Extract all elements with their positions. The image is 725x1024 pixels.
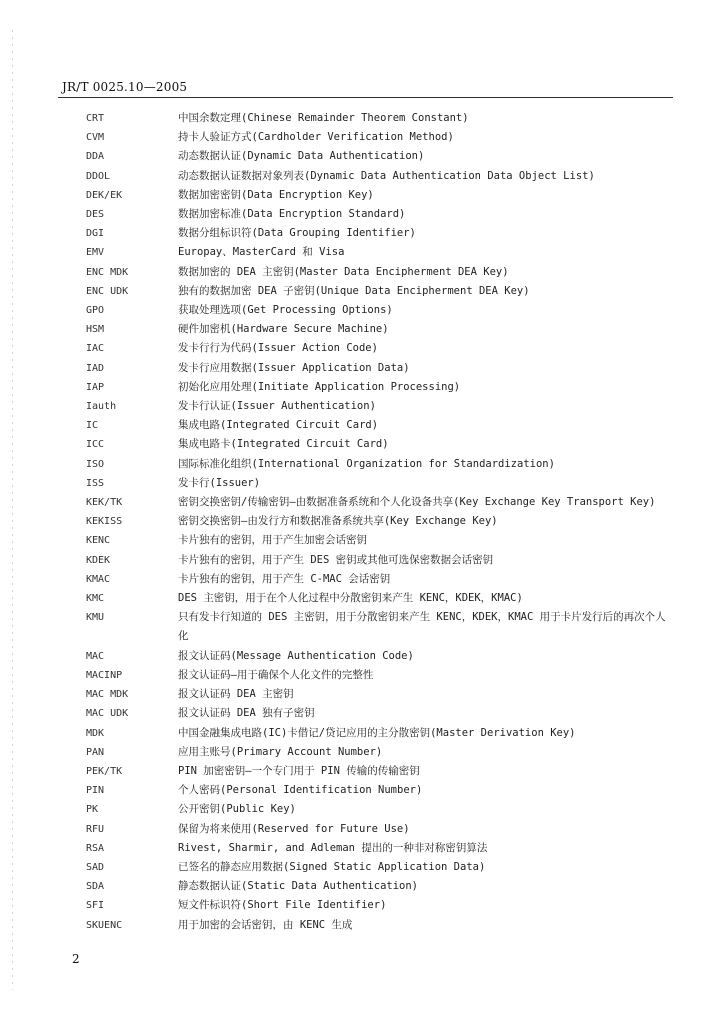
- abbreviation-row: [86, 743, 666, 762]
- abbreviation-definition: 静态数据认证(Static Data Authentication): [178, 880, 419, 893]
- abbreviation-term: HSM: [86, 324, 105, 336]
- abbreviation-row: [86, 167, 666, 186]
- abbreviation-row: [86, 724, 666, 743]
- abbreviation-term: KMC: [86, 593, 105, 605]
- abbreviation-row: [86, 762, 666, 781]
- header-rule: [58, 97, 673, 98]
- abbreviation-definition: 集成电路卡(Integrated Circuit Card): [178, 438, 389, 451]
- abbreviation-row: [86, 128, 666, 147]
- abbreviation-term: MAC: [86, 650, 105, 662]
- abbreviation-term: KMAC: [86, 573, 111, 585]
- abbreviation-row: [86, 839, 666, 858]
- abbreviation-term: SDA: [86, 881, 105, 893]
- abbreviation-row: [86, 647, 666, 666]
- abbreviation-term: MACINP: [86, 669, 123, 681]
- abbreviation-definition: 数据加密密钥(Data Encryption Key): [178, 188, 374, 201]
- abbreviation-row: [86, 301, 666, 320]
- abbreviation-term: MAC UDK: [86, 708, 129, 720]
- abbreviation-term: SAD: [86, 861, 105, 873]
- abbreviation-row: [86, 109, 666, 128]
- abbreviation-row: [86, 820, 666, 839]
- abbreviation-row: [86, 666, 666, 685]
- abbreviation-row: [86, 551, 666, 570]
- abbreviation-term: RSA: [86, 842, 105, 854]
- abbreviation-definition: 中国余数定理(Chinese Remainder Theorem Constant): [178, 112, 469, 124]
- abbreviation-term: KEK/TK: [86, 497, 123, 509]
- abbreviation-definition: 发卡行认证(Issuer Authentication): [178, 400, 376, 413]
- abbreviation-definition: 短文件标识符(Short File Identifier): [178, 899, 387, 912]
- abbreviation-row: [86, 877, 666, 896]
- abbreviation-definition: 数据加密标准(Data Encryption Standard): [178, 208, 406, 221]
- abbreviation-definition: DES 主密钥，用于在个人化过程中分散密钥来产生 KENC，KDEK，KMAC): [178, 592, 523, 605]
- abbreviation-row: [86, 320, 666, 339]
- abbreviation-row: [86, 896, 666, 915]
- abbreviation-definition: 集成电路(Integrated Circuit Card): [178, 419, 379, 432]
- abbreviation-definition: 卡片独有的密钥，用于产生加密会话密钥: [178, 534, 367, 547]
- scan-edge-artifact: [12, 30, 13, 990]
- abbreviation-term: SKUENC: [86, 919, 123, 931]
- abbreviation-definition: PIN 加密密钥—一个专门用于 PIN 传输的传输密钥: [178, 764, 420, 777]
- standard-code-header: JR/T 0025.10—2005: [62, 80, 188, 94]
- abbreviation-term: CRT: [86, 113, 105, 124]
- page-number: 2: [72, 952, 80, 966]
- abbreviation-term: PAN: [86, 746, 105, 758]
- abbreviation-definition: 报文认证码 DEA 主密钥: [178, 688, 294, 701]
- abbreviation-definition: 发卡行行为代码(Issuer Action Code): [178, 342, 378, 355]
- abbreviation-definition: 密钥交换密钥—由发行方和数据准备系统共享(Key Exchange Key): [178, 515, 498, 528]
- abbreviation-row: [86, 455, 666, 474]
- abbreviation-row: [86, 282, 666, 301]
- abbreviation-term: ISS: [86, 477, 105, 489]
- abbreviation-term: Iauth: [86, 401, 117, 413]
- abbreviation-row: [86, 570, 666, 589]
- abbreviation-definition: 报文认证码—用于确保个人化文件的完整性: [178, 668, 374, 681]
- abbreviation-term: KMU: [86, 612, 105, 624]
- abbreviation-term: ICC: [86, 439, 105, 451]
- abbreviation-term: KEKISS: [86, 516, 123, 528]
- abbreviation-row: [86, 416, 666, 435]
- abbreviation-term: PEK/TK: [86, 765, 123, 777]
- abbreviation-row: [86, 916, 666, 935]
- abbreviation-definition: Rivest, Sharmir, and Adleman 提出的一种非对称密钥算法: [178, 841, 488, 854]
- abbreviation-definition: 应用主账号(Primary Account Number): [178, 745, 383, 758]
- abbreviation-row: [86, 531, 666, 550]
- abbreviation-definition: 硬件加密机(Hardware Secure Machine): [178, 323, 389, 336]
- abbreviation-row: [86, 397, 666, 416]
- abbreviation-definition: 获取处理选项(Get Processing Options): [178, 304, 393, 317]
- abbreviation-definition: 初始化应用处理(Initiate Application Processing): [178, 380, 461, 393]
- abbreviation-term: DGI: [86, 228, 105, 240]
- abbreviation-term: KENC: [86, 535, 111, 547]
- abbreviation-row: [86, 186, 666, 205]
- abbreviation-row: [86, 224, 666, 243]
- abbreviation-definition: 卡片独有的密钥，用于产生 DES 密钥或其他可选保密数据会话密钥: [178, 553, 494, 566]
- abbreviation-row: [86, 589, 666, 608]
- abbreviation-row: [86, 781, 666, 800]
- abbreviation-definition: 保留为将来使用(Reserved for Future Use): [178, 822, 410, 835]
- abbreviation-definition: 个人密码(Personal Identification Number): [178, 784, 423, 797]
- abbreviation-definition: 密钥交换密钥/传输密钥—由数据准备系统和个人化设备共享(Key Exchange Key Transport Key): [178, 496, 656, 509]
- abbreviation-term: IC: [86, 420, 99, 432]
- abbreviation-term: DEK/EK: [86, 189, 123, 201]
- abbreviation-row: [86, 800, 666, 819]
- abbreviation-row: [86, 858, 666, 877]
- abbreviation-row: [86, 339, 666, 358]
- abbreviation-definition: 数据加密的 DEA 主密钥(Master Data Encipherment DEA Key): [178, 265, 509, 278]
- abbreviation-definition: 发卡行应用数据(Issuer Application Data): [178, 361, 410, 374]
- abbreviation-row: [86, 205, 666, 224]
- abbreviation-term: DDA: [86, 151, 105, 163]
- abbreviation-term: DES: [86, 209, 105, 221]
- abbreviation-definition: 只有发卡行知道的 DES 主密钥，用于分散密钥来产生 KENC，KDEK，KMAC 用于卡片发行后的再次个人化: [178, 611, 666, 643]
- abbreviation-term: KDEK: [86, 554, 111, 566]
- abbreviation-definition: 持卡人验证方式(Cardholder Verification Method): [178, 131, 454, 144]
- abbreviation-row: [86, 704, 666, 723]
- abbreviation-row: [86, 147, 666, 166]
- abbreviation-term: MDK: [86, 727, 105, 739]
- abbreviation-term: DDOL: [86, 170, 111, 182]
- abbreviation-definition: 数据分组标识符(Data Grouping Identifier): [178, 227, 416, 240]
- abbreviation-term: IAC: [86, 343, 105, 355]
- abbreviation-term: GPO: [86, 305, 105, 317]
- abbreviation-row: [86, 435, 666, 454]
- abbreviation-term: ENC UDK: [86, 285, 129, 297]
- abbreviation-definition: 报文认证码(Message Authentication Code): [178, 649, 414, 662]
- abbreviation-term: IAP: [86, 381, 105, 393]
- abbreviation-definition: 卡片独有的密钥，用于产生 C-MAC 会话密钥: [178, 572, 391, 585]
- abbreviation-term: PIN: [86, 785, 105, 797]
- abbreviation-definition: 公开密钥(Public Key): [178, 803, 296, 816]
- abbreviation-definition: 已签名的静态应用数据(Signed Static Application Data): [178, 860, 486, 873]
- abbreviation-term: ISO: [86, 458, 105, 470]
- abbreviation-definition: 动态数据认证(Dynamic Data Authentication): [178, 150, 425, 163]
- abbreviation-row: [86, 493, 666, 512]
- abbreviation-term: PK: [86, 804, 99, 816]
- abbreviation-term: ENC MDK: [86, 266, 129, 278]
- abbreviation-term: IAD: [86, 362, 105, 374]
- abbreviation-row: [86, 685, 666, 704]
- abbreviation-row: [86, 243, 666, 262]
- abbreviation-row: [86, 359, 666, 378]
- abbreviation-term: EMV: [86, 247, 105, 259]
- abbreviation-row: [86, 512, 666, 531]
- abbreviation-row: [86, 608, 666, 646]
- abbreviation-definition: 发卡行(Issuer): [178, 476, 261, 489]
- abbreviation-row: [86, 263, 666, 282]
- abbreviation-list: [86, 109, 666, 935]
- abbreviation-term: RFU: [86, 823, 105, 835]
- abbreviation-row: [86, 474, 666, 493]
- abbreviation-row: [86, 378, 666, 397]
- abbreviation-term: CVM: [86, 132, 105, 144]
- abbreviation-definition: 报文认证码 DEA 独有子密钥: [178, 707, 315, 720]
- abbreviation-definition: 中国金融集成电路(IC)卡借记/贷记应用的主分散密钥(Master Derivation Key): [178, 726, 576, 739]
- abbreviation-definition: 独有的数据加密 DEA 子密钥(Unique Data Encipherment DEA Key): [178, 284, 530, 297]
- abbreviation-definition: Europay、MasterCard 和 Visa: [178, 246, 345, 259]
- abbreviation-term: SFI: [86, 900, 105, 912]
- abbreviation-definition: 动态数据认证数据对象列表(Dynamic Data Authentication Data Object List): [178, 169, 595, 182]
- abbreviation-definition: 用于加密的会话密钥，由 KENC 生成: [178, 918, 353, 931]
- abbreviation-definition: 国际标准化组织(International Organization for Standardization): [178, 457, 555, 470]
- abbreviation-term: MAC MDK: [86, 689, 129, 701]
